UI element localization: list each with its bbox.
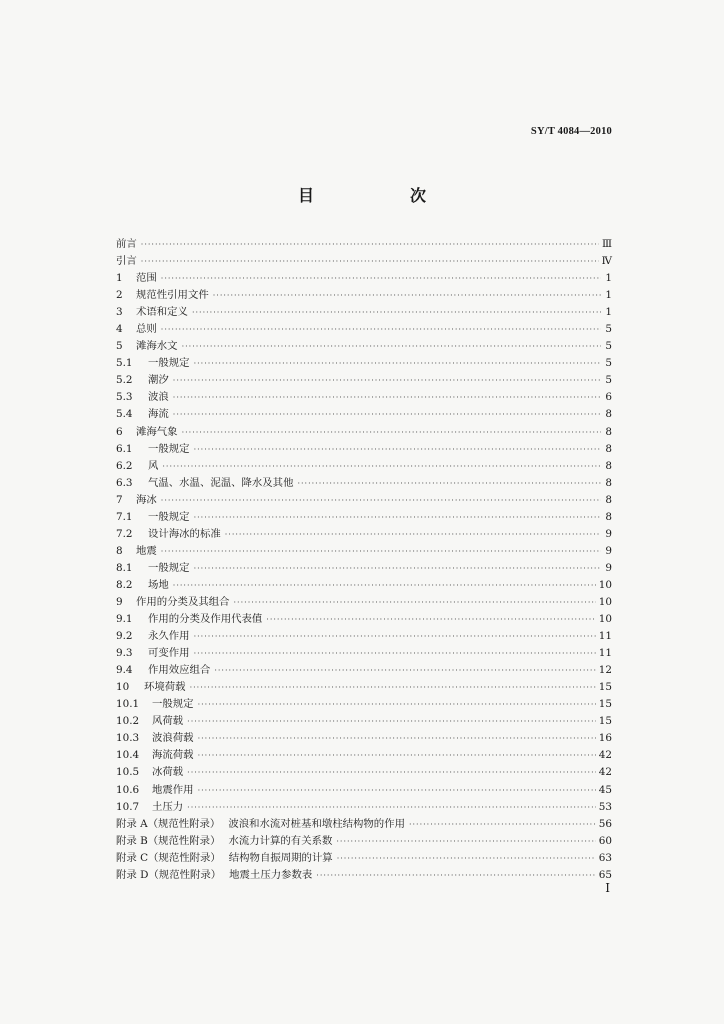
- toc-entry-number: 1: [116, 272, 123, 285]
- toc-entry-number: 附录 B（规范性附录）: [116, 834, 221, 847]
- toc-entry-title: 引言: [116, 255, 137, 268]
- dot-leader: [182, 424, 601, 441]
- toc-entry-title: 海流: [148, 408, 169, 421]
- toc-entry-page: 60: [598, 834, 612, 847]
- toc-entry[interactable]: [116, 594, 612, 611]
- dot-leader: [198, 696, 596, 713]
- toc-entry[interactable]: [116, 475, 612, 492]
- toc-entry[interactable]: [116, 321, 612, 338]
- toc-entry-page: 1: [605, 289, 612, 302]
- toc-entry[interactable]: [116, 799, 612, 816]
- toc-entry-page: 16: [598, 732, 612, 745]
- toc-entry-number: 9.2: [116, 630, 133, 643]
- dot-leader: [213, 287, 601, 304]
- toc-entry-title: 术语和定义: [136, 306, 188, 319]
- toc-entry-page: 8: [605, 493, 612, 506]
- toc-entry-title: 地震: [136, 544, 157, 557]
- toc-entry[interactable]: [116, 509, 612, 526]
- toc-entry-page: 1: [605, 272, 612, 285]
- toc-entry-title: 规范性引用文件: [136, 289, 209, 302]
- toc-entry-page: 11: [598, 630, 612, 643]
- dot-leader: [194, 628, 596, 645]
- dot-leader: [409, 816, 596, 833]
- toc-entry[interactable]: [116, 304, 612, 321]
- toc-entry[interactable]: [116, 850, 612, 867]
- toc-entry-number: 10: [116, 681, 130, 694]
- toc-entry-page: 10: [598, 578, 612, 591]
- dot-leader: [173, 372, 601, 389]
- dot-leader: [190, 679, 596, 696]
- dot-leader: [161, 492, 601, 509]
- toc-entry-title: 滩海水文: [136, 340, 178, 353]
- toc-entry-title: 环境荷载: [144, 681, 186, 694]
- dot-leader: [194, 509, 601, 526]
- toc-entry-title: 滩海气象: [136, 425, 178, 438]
- toc-entry-page: 42: [598, 749, 612, 762]
- standard-code: SY/T 4084—2010: [530, 126, 612, 137]
- toc-entry-title: 冰荷载: [152, 766, 184, 779]
- toc-entry[interactable]: [116, 372, 612, 389]
- toc-entry-page: 53: [598, 800, 612, 813]
- toc-entry-number: 2: [116, 289, 123, 302]
- toc-entry[interactable]: [116, 679, 612, 696]
- toc-entry-title: 一般规定: [148, 442, 190, 455]
- page-title: 目 次: [297, 186, 466, 205]
- toc-entry-title: 风荷载: [152, 715, 184, 728]
- toc-entry-page: 8: [605, 476, 612, 489]
- toc-entry-title: 海冰: [136, 493, 157, 506]
- dot-leader: [198, 747, 596, 764]
- toc-entry-number: 10.7: [116, 800, 140, 813]
- toc-entry[interactable]: [116, 406, 612, 423]
- toc-entry[interactable]: [116, 713, 612, 730]
- toc-entry-page: 42: [598, 766, 612, 779]
- toc-entry-title: 潮汐: [148, 374, 169, 387]
- toc-entry-title: 一般规定: [148, 561, 190, 574]
- toc-entry-page: 10: [598, 595, 612, 608]
- toc-entry[interactable]: [116, 389, 612, 406]
- toc-entry-page: Ⅲ: [601, 238, 612, 250]
- toc-entry-page: 10: [598, 613, 612, 626]
- toc-entry-number: 8.1: [116, 561, 133, 574]
- toc-entry-title: 风: [148, 459, 159, 472]
- toc-entry-title: 作用的分类及作用代表值: [148, 613, 263, 626]
- toc-entry[interactable]: [116, 424, 612, 441]
- toc-entry-page: 65: [598, 868, 612, 881]
- toc-entry-page: 45: [598, 783, 612, 796]
- toc-entry-page: 15: [598, 698, 612, 711]
- toc-entry-number: 附录 D（规范性附录）: [116, 868, 222, 881]
- toc-entry[interactable]: [116, 441, 612, 458]
- toc-entry-number: 附录 A（规范性附录）: [116, 817, 221, 830]
- toc-entry-page: 15: [598, 715, 612, 728]
- toc-entry-number: 4: [116, 323, 123, 336]
- toc-entry[interactable]: [116, 611, 612, 628]
- toc-entry-title: 波浪: [148, 391, 169, 404]
- toc-entry-page: 8: [605, 408, 612, 421]
- dot-leader: [182, 338, 601, 355]
- toc-entry-page: 8: [605, 459, 612, 472]
- toc-entry-number: 9.1: [116, 613, 133, 626]
- toc-entry-number: 7.2: [116, 527, 133, 540]
- toc-entry-title: 设计海冰的标准: [148, 527, 221, 540]
- toc-entry-title: 结构物自振周期的计算: [228, 851, 333, 864]
- toc-entry-page: 8: [605, 425, 612, 438]
- toc-entry-title: 一般规定: [152, 698, 194, 711]
- toc-entry[interactable]: [116, 338, 612, 355]
- toc-entry-number: 9.4: [116, 664, 133, 677]
- toc-entry-page: 5: [605, 357, 612, 370]
- toc-entry-title: 波浪和水流对桩基和墩柱结构物的作用: [228, 817, 405, 830]
- toc-entry-title: 地震作用: [152, 783, 194, 796]
- dot-leader: [336, 833, 595, 850]
- dot-leader: [225, 526, 601, 543]
- dot-leader: [194, 560, 601, 577]
- dot-leader: [194, 645, 596, 662]
- toc-entry-number: 6: [116, 425, 123, 438]
- dot-leader: [161, 543, 601, 560]
- table-of-contents: [116, 236, 612, 884]
- dot-leader: [337, 850, 596, 867]
- toc-entry-page: 9: [605, 527, 612, 540]
- toc-entry-number: 3: [116, 306, 123, 319]
- toc-entry[interactable]: [116, 645, 612, 662]
- dot-leader: [161, 270, 601, 287]
- toc-entry-page: 15: [598, 681, 612, 694]
- dot-leader: [266, 611, 595, 628]
- toc-entry-number: 10.3: [116, 732, 140, 745]
- toc-entry-title: 一般规定: [148, 510, 190, 523]
- toc-entry[interactable]: [116, 833, 612, 850]
- toc-entry-page: 9: [605, 544, 612, 557]
- toc-entry-page: 8: [605, 442, 612, 455]
- toc-entry-title: 前言: [116, 238, 137, 250]
- toc-entry-page: 5: [605, 323, 612, 336]
- toc-entry-page: 8: [605, 510, 612, 523]
- toc-entry[interactable]: [116, 543, 612, 560]
- toc-entry[interactable]: [116, 662, 612, 679]
- toc-entry-number: 10.5: [116, 766, 140, 779]
- toc-entry-title: 作用的分类及其组合: [136, 595, 230, 608]
- toc-entry-title: 土压力: [152, 800, 184, 813]
- toc-entry[interactable]: [116, 253, 612, 270]
- toc-entry-number: 10.6: [116, 783, 140, 796]
- toc-entry-title: 波浪荷载: [152, 732, 194, 745]
- toc-entry[interactable]: [116, 355, 612, 372]
- toc-entry-title: 水流力计算的有关系数: [228, 834, 333, 847]
- dot-leader: [173, 389, 601, 406]
- toc-entry-title: 海流荷载: [152, 749, 194, 762]
- toc-entry[interactable]: [116, 816, 612, 833]
- toc-entry[interactable]: [116, 696, 612, 713]
- dot-leader: [198, 730, 596, 747]
- toc-entry[interactable]: [116, 782, 612, 799]
- toc-entry-title: 一般规定: [148, 357, 190, 370]
- toc-entry-number: 6.3: [116, 476, 133, 489]
- toc-entry-page: 12: [598, 664, 612, 677]
- toc-entry-number: 10.4: [116, 749, 140, 762]
- dot-leader: [187, 713, 596, 730]
- toc-entry[interactable]: [116, 492, 612, 509]
- toc-entry-number: 6.1: [116, 442, 133, 455]
- toc-entry-page: 6: [605, 391, 612, 404]
- toc-entry[interactable]: [116, 747, 612, 764]
- toc-entry-number: 6.2: [116, 459, 133, 472]
- toc-entry-number: 5.1: [116, 357, 133, 370]
- dot-leader: [141, 253, 599, 270]
- toc-entry[interactable]: [116, 764, 612, 781]
- dot-leader: [297, 475, 601, 492]
- dot-leader: [187, 764, 596, 781]
- dot-leader: [162, 458, 601, 475]
- toc-entry-number: 5.2: [116, 374, 133, 387]
- dot-leader: [192, 304, 601, 321]
- toc-entry[interactable]: [116, 867, 612, 884]
- dot-leader: [173, 406, 601, 423]
- toc-entry-title: 总则: [136, 323, 157, 336]
- toc-entry-page: 9: [605, 561, 612, 574]
- toc-entry-title: 范围: [136, 272, 157, 285]
- dot-leader: [234, 594, 596, 611]
- toc-entry-number: 10.2: [116, 715, 140, 728]
- dot-leader: [141, 236, 599, 253]
- toc-entry[interactable]: [116, 577, 612, 594]
- toc-entry-number: 8.2: [116, 578, 133, 591]
- toc-entry-page: 56: [598, 817, 612, 830]
- toc-entry-title: 气温、水温、泥温、降水及其他: [148, 476, 294, 489]
- toc-entry[interactable]: [116, 236, 612, 253]
- toc-entry-title: 地震土压力参数表: [229, 868, 313, 881]
- toc-entry-number: 8: [116, 544, 123, 557]
- toc-entry-page: 5: [605, 340, 612, 353]
- dot-leader: [173, 577, 596, 594]
- toc-entry-page: 5: [605, 374, 612, 387]
- toc-entry-page: 63: [598, 851, 612, 864]
- toc-entry[interactable]: [116, 628, 612, 645]
- toc-entry[interactable]: [116, 458, 612, 475]
- page-number: Ⅰ: [605, 881, 610, 895]
- toc-entry-number: 7.1: [116, 510, 133, 523]
- toc-entry-page: 11: [598, 647, 612, 660]
- toc-entry-number: 5: [116, 340, 123, 353]
- toc-entry[interactable]: [116, 270, 612, 287]
- toc-entry-number: 9: [116, 595, 123, 608]
- toc-entry[interactable]: [116, 526, 612, 543]
- toc-entry-page: Ⅳ: [601, 255, 612, 268]
- toc-entry-number: 附录 C（规范性附录）: [116, 851, 221, 864]
- dot-leader: [316, 867, 595, 884]
- toc-entry-title: 作用效应组合: [148, 664, 211, 677]
- dot-leader: [194, 441, 601, 458]
- toc-entry-number: 5.3: [116, 391, 133, 404]
- dot-leader: [194, 355, 601, 372]
- toc-entry-number: 5.4: [116, 408, 133, 421]
- toc-entry-number: 7: [116, 493, 123, 506]
- dot-leader: [198, 782, 596, 799]
- toc-entry-title: 永久作用: [148, 630, 190, 643]
- toc-entry[interactable]: [116, 730, 612, 747]
- dot-leader: [187, 799, 596, 816]
- dot-leader: [161, 321, 601, 338]
- toc-entry-page: 1: [605, 306, 612, 319]
- toc-entry-title: 场地: [148, 578, 169, 591]
- toc-entry-number: 10.1: [116, 698, 140, 711]
- dot-leader: [214, 662, 595, 679]
- toc-entry[interactable]: [116, 560, 612, 577]
- toc-entry-number: 9.3: [116, 647, 133, 660]
- toc-entry[interactable]: [116, 287, 612, 304]
- toc-entry-title: 可变作用: [148, 647, 190, 660]
